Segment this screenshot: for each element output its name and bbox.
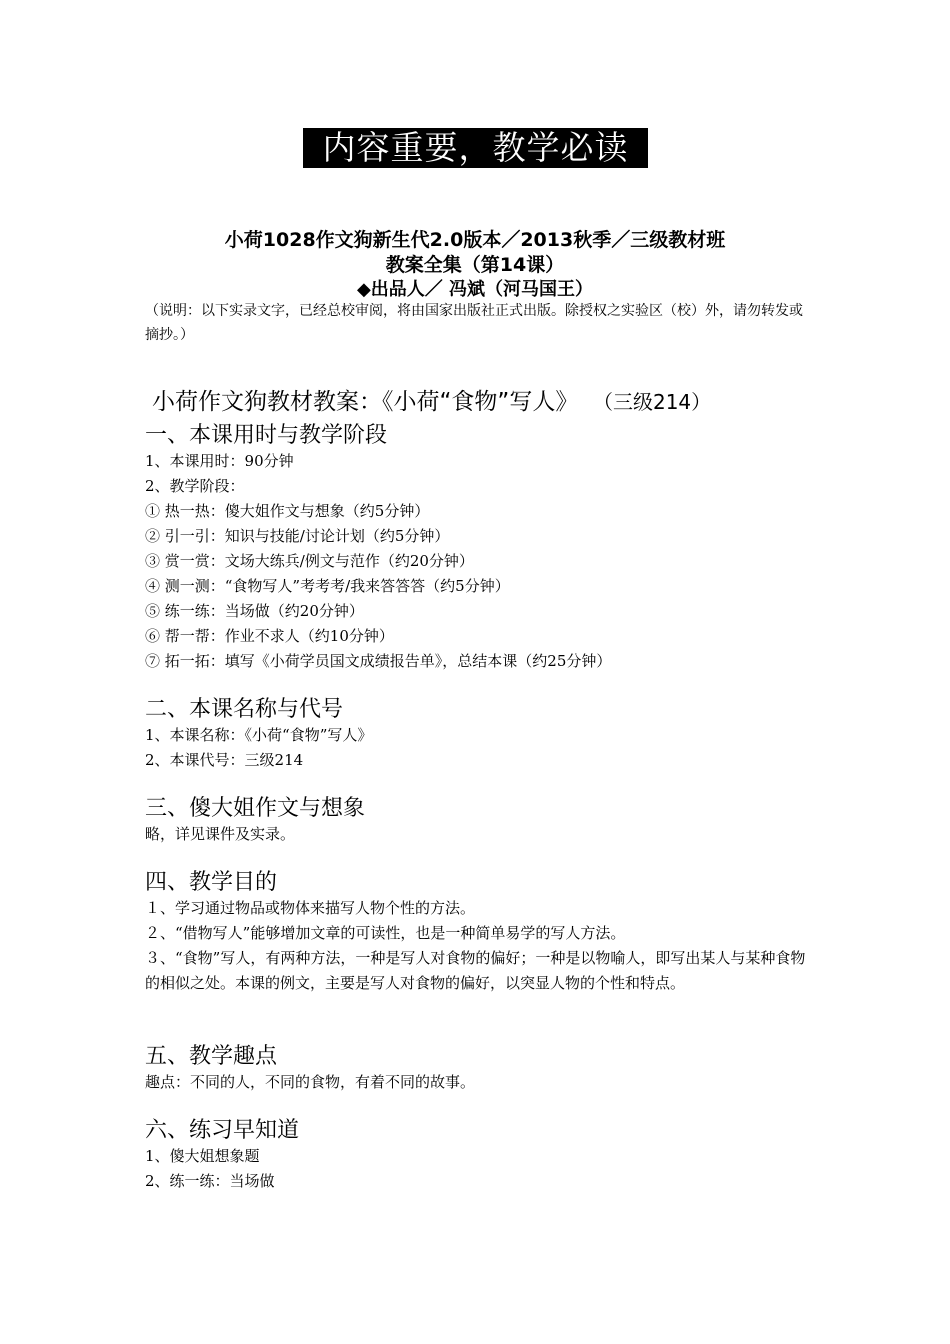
- list-item: ⑤ 练一练：当场做（约20分钟）: [145, 602, 364, 620]
- lesson-title: [152, 383, 852, 416]
- section-practice-preview: [145, 1118, 810, 1194]
- list-item: ③ 赏一赏：文场大练兵/例文与范作（约20分钟）: [145, 552, 474, 570]
- disclaimer-note: （说明：以下实录文字，已经总校审阅，将由国家出版社正式出版。除授权之实验区（校）外，请勿转发或摘抄。）: [145, 303, 803, 343]
- section-teaching-goals: [145, 870, 810, 996]
- section-heading: 五、教学趣点: [145, 1044, 278, 1069]
- producer-line: ◆出品人／ 冯斌（河马国王）: [356, 279, 594, 300]
- list-item: ２、“借物写人”能够增加文章的可读性，也是一种简单易学的写人方法。: [145, 924, 626, 942]
- list-item: 1、傻大姐想象题: [145, 1147, 260, 1165]
- section-name-and-code: [145, 697, 810, 773]
- section-writing-imagination: [145, 796, 810, 847]
- list-item: １、学习通过物品或物体来描写人物个性的方法。: [145, 899, 476, 917]
- list-item: ① 热一热：傻大姐作文与想象（约5分钟）: [145, 502, 430, 520]
- list-item: ⑥ 帮一帮：作业不求人（约10分钟）: [145, 627, 394, 645]
- section-heading: 三、傻大姐作文与想象: [145, 796, 366, 821]
- section-time-and-stages: [145, 423, 810, 674]
- subtitle-line-2: 教案全集（第14课）: [385, 254, 565, 276]
- banner-title: 内容重要，教学必读: [303, 128, 648, 168]
- lesson-title-text: 小荷作文狗教材教案：《小荷“食物”写人》: [152, 389, 579, 415]
- section-fun-points: [145, 1044, 810, 1095]
- list-item: 趣点：不同的人，不同的食物，有着不同的故事。: [145, 1073, 476, 1091]
- section-heading: 六、练习早知道: [145, 1118, 300, 1143]
- section-heading: 四、教学目的: [145, 870, 278, 895]
- list-item: ④ 测一测：“食物写人”考考考/我来答答答（约5分钟）: [145, 577, 510, 595]
- section-heading: 二、本课名称与代号: [145, 697, 344, 722]
- section-heading: 一、本课用时与教学阶段: [145, 423, 388, 448]
- list-item: 2、练一练：当场做: [145, 1172, 275, 1190]
- list-item: 1、本课名称：《小荷“食物”写人》: [145, 726, 373, 744]
- list-item: 略，详见课件及实录。: [145, 825, 296, 843]
- list-item: ② 引一引：知识与技能/讨论计划（约5分钟）: [145, 527, 450, 545]
- list-item: 2、本课代号：三级214: [145, 751, 304, 769]
- list-item: 2、教学阶段：: [145, 477, 245, 495]
- list-item: ⑦ 拓一拓：填写《小荷学员国文成绩报告单》，总结本课（约25分钟）: [145, 652, 612, 670]
- paragraph: ３、“食物”写人，有两种方法，一种是写人对食物的偏好；一种是以物喻人，即写出某人与某种食物的相似之处。本课的例文，主要是写人对食物的偏好，以突显人物的个性和特点。: [145, 949, 806, 992]
- list-item: 1、本课用时：90分钟: [145, 452, 294, 470]
- subtitle-line-1: 小荷1028作文狗新生代2.0版本／2013秋季／三级教材班: [224, 229, 726, 251]
- lesson-code: （三级214）: [592, 390, 712, 414]
